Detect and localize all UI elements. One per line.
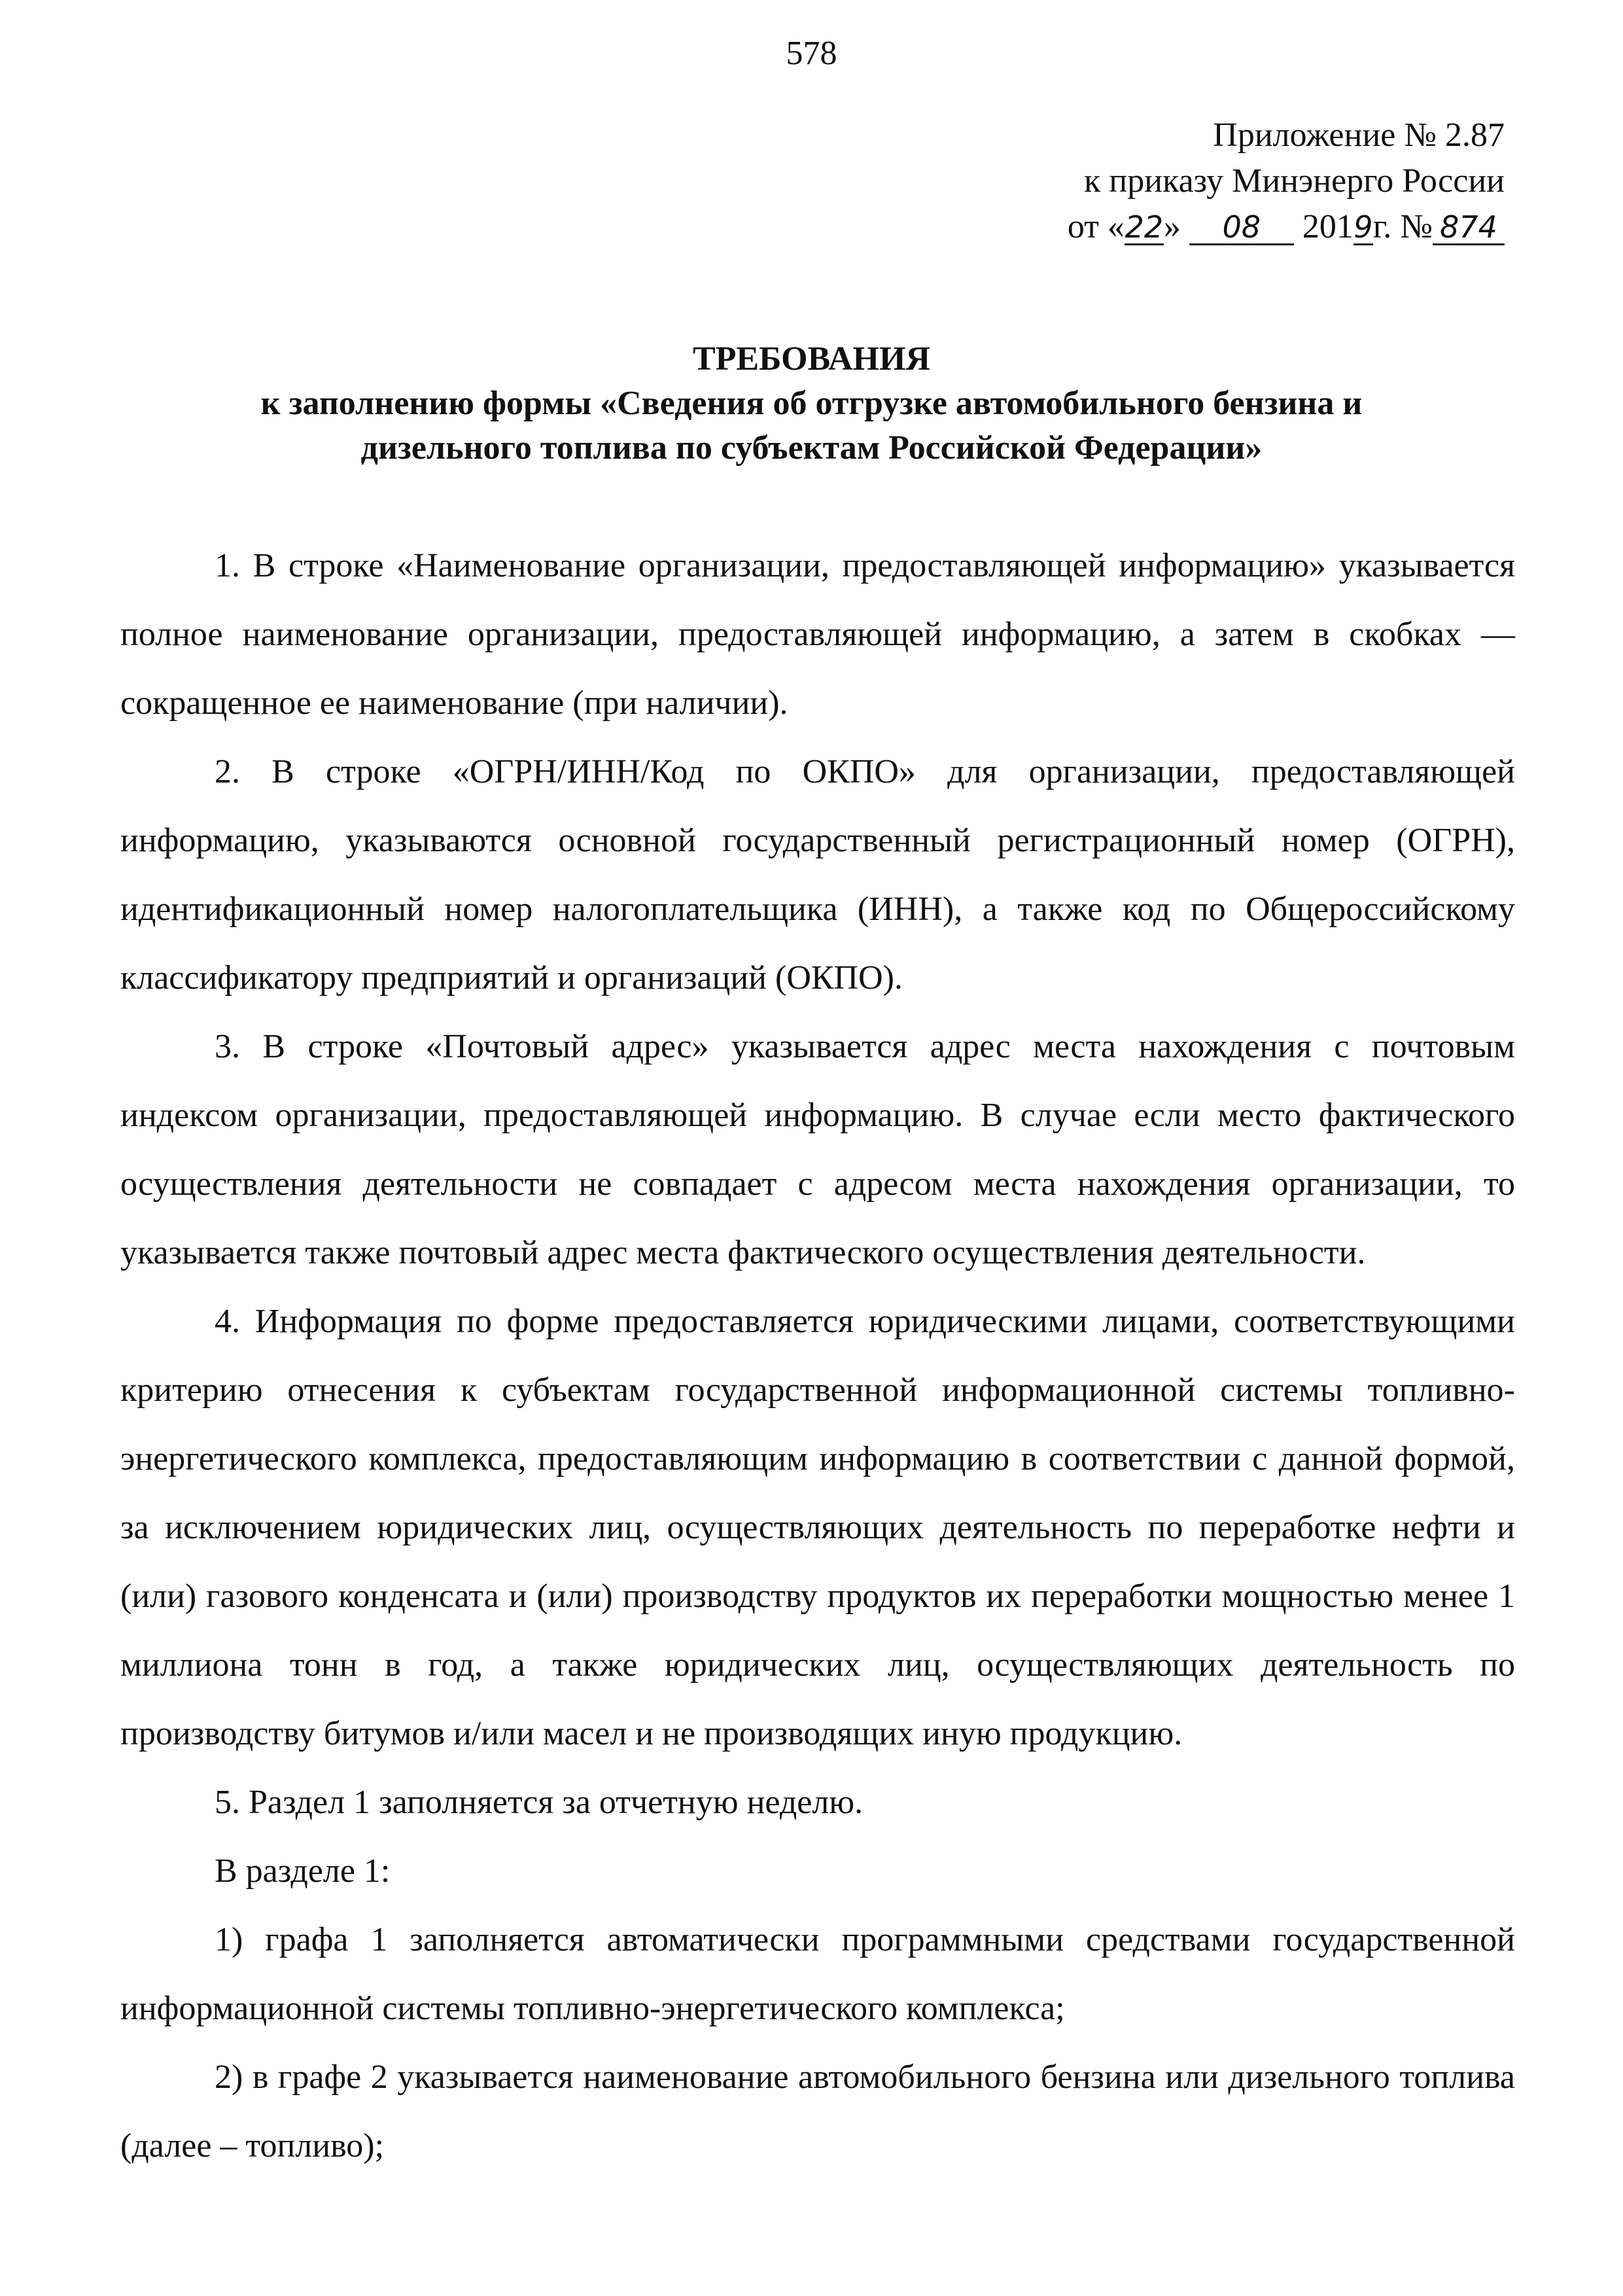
paragraph-5: 5. Раздел 1 заполняется за отчетную неделю. [215,1784,864,1821]
appendix-line-1: Приложение № 2.87 [1213,116,1505,154]
paragraph-section-1-intro: В разделе 1: [215,1852,391,1890]
document-body [120,531,1515,2180]
document-title [131,337,1492,470]
date-year-prefix: 201 [1293,208,1353,245]
appendix-header [916,113,1505,250]
date-mid: » [1163,208,1189,245]
paragraph-2: 2. В строке «ОГРН/ИНН/Код по ОКПО» для организации, предоставляющей информацию, указываются основной государственный регистрационный номер (ОГРН), идентификационный номер налогоплательщика (ИНН), а также код по Общероссийскому классификатору предприятий и организаций (ОКПО). [120,753,1515,997]
paragraph-item-2: 2) в графе 2 указывается наименование автомобильного бензина или дизельного топлива (далее – топливо); [120,2058,1515,2164]
title-line-3: дизельного топлива по субъектам Российской Федерации» [360,429,1263,467]
handwritten-order-number: 874 [1433,211,1505,245]
title-heading: ТРЕБОВАНИЯ [692,340,930,378]
paragraph-item-1: 1) графа 1 заполняется автоматически программными средствами государственной информационной системы топливно-энергетического комплекса; [120,1921,1515,2027]
paragraph-3: 3. В строке «Почтовый адрес» указывается адрес места нахождения с почтовым индексом организации, предоставляющей информацию. В случае если место фактического осуществления деятельности не совпадает с адресом места нахождения организации, то указывается также почтовый адрес места фактического осуществления деятельности. [120,1028,1515,1271]
paragraph-1: 1. В строке «Наименование организации, предоставляющей информацию» указывается полное наименование организации, предоставляющей информацию, а затем в скобках — сокращенное ее наименование (при наличии). [120,547,1515,722]
date-prefix: от « [1067,208,1125,245]
paragraph-4: 4. Информация по форме предоставляется юридическими лицами, соответствующими критерию отнесения к субъектам государственной информационной системы топливно-энергетического комплекса, предоставляющим информацию в соответствии с данной формой, за исключением юридических лиц, осуществляющих деятельность по переработке нефти и (или) газового конденсата и (или) производству продуктов их переработки мощностью менее 1 миллиона тонн в год, а также юридических лиц, осуществляющих деятельность по производству битумов и/или масел и не производящих иную продукцию. [120,1303,1515,1752]
page-number: 578 [786,35,837,72]
appendix-line-2: к приказу Минэнерго России [1084,162,1505,200]
title-line-2: к заполнению формы «Сведения об отгрузке автомобильного бензина и [260,385,1363,422]
handwritten-day: 22 [1125,209,1164,245]
handwritten-year-digit: 9 [1353,209,1373,245]
date-suffix: г. № [1372,208,1433,245]
appendix-date-line [916,204,1505,250]
handwritten-month: 08 [1189,211,1294,245]
